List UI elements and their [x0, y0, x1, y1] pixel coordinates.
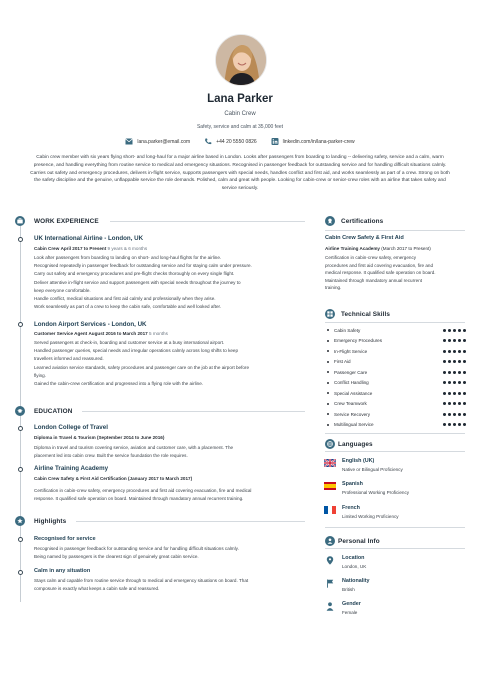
- certification-name: Cabin Crew Safety & First Aid: [325, 235, 404, 241]
- personal-info-value: British: [342, 587, 355, 592]
- rating-dot: [443, 350, 446, 353]
- rating-dot: [448, 413, 451, 416]
- rating-dot: [443, 339, 446, 342]
- skill-rating: [443, 360, 466, 363]
- certification-description: [325, 254, 467, 292]
- skill-rating: [443, 371, 466, 374]
- description-line: Gained the cabin-crew certification and progressed into a flying role with the airline.: [34, 381, 204, 387]
- rating-dot: [463, 392, 466, 395]
- bullet-icon: [327, 424, 329, 426]
- education-description: [34, 487, 314, 503]
- job-employer: UK International Airline - London, UK: [34, 235, 144, 242]
- language-name: English (UK): [342, 458, 375, 464]
- job-meta: [34, 246, 147, 251]
- description-line: Recognised repeatedly in passenger feedback for outstanding service and for staying calm under pressure.: [34, 263, 252, 269]
- rating-dot: [458, 381, 461, 384]
- skill-name: First Aid: [334, 359, 351, 365]
- flag-icon: [326, 579, 334, 588]
- phone-icon: [204, 138, 212, 145]
- contact-bar: [0, 138, 480, 145]
- skill-name: Special Assistance: [334, 390, 373, 396]
- rating-dot: [453, 350, 456, 353]
- skill-item: [326, 336, 466, 347]
- rating-dot: [458, 360, 461, 363]
- personal-info-value: Female: [342, 610, 358, 615]
- skill-item: [326, 409, 466, 420]
- bullet-icon: [327, 340, 329, 342]
- school-name: London College of Travel: [34, 424, 108, 431]
- skill-item: [326, 420, 466, 431]
- rating-dot: [463, 423, 466, 426]
- description-line: Diploma in travel and tourism covering service, aviation and customer care, with a placement. The: [34, 445, 234, 450]
- rating-dot: [448, 423, 451, 426]
- rating-dot: [453, 339, 456, 342]
- rating-dot: [458, 329, 461, 332]
- rating-dot: [458, 392, 461, 395]
- section-divider: [325, 548, 465, 549]
- skill-rating: [443, 350, 466, 353]
- description-line: travellers informed and reassured.: [34, 356, 104, 362]
- skill-rating: [443, 381, 466, 384]
- rating-dot: [453, 402, 456, 405]
- personal-info-label: Gender: [342, 601, 361, 607]
- description-line: Certification in cabin-crew safety, emergency procedures and first aid covering evacuation, fire and medical: [34, 488, 252, 493]
- bullet-icon: [327, 350, 329, 352]
- language-level: Limited Working Proficiency: [342, 514, 399, 519]
- job-employer: London Airport Services - London, UK: [34, 321, 147, 328]
- rating-dot: [448, 329, 451, 332]
- section-divider: [325, 433, 465, 434]
- job-role: Cabin Crew: [34, 246, 60, 251]
- rating-dot: [463, 350, 466, 353]
- description-line: Handle conflict, medical situations and first aid calmly and professionally when they arise.: [34, 296, 216, 302]
- phone-text: +44 20 5550 0826: [216, 138, 257, 145]
- section-heading-languages: Languages: [338, 441, 373, 448]
- location-pin-icon: [326, 556, 334, 565]
- rating-dot: [463, 339, 466, 342]
- degree: Diploma in Travel & Tourism (September 2014 to June 2016): [34, 435, 165, 440]
- skill-item: [326, 378, 466, 389]
- section-divider: [325, 230, 465, 231]
- rating-dot: [463, 402, 466, 405]
- skill-item: [326, 325, 466, 336]
- candidate-name: Lana Parker: [207, 93, 273, 105]
- rating-dot: [443, 423, 446, 426]
- job-duration: 9 years & 6 months: [107, 246, 148, 251]
- tagline: Safety, service and calm at 35,000 feet: [196, 124, 284, 130]
- rating-dot: [458, 339, 461, 342]
- timeline-dot: [18, 426, 23, 431]
- rating-dot: [453, 381, 456, 384]
- school-name: Airline Training Academy: [34, 465, 109, 472]
- skill-name: Crew Teamwork: [334, 401, 367, 407]
- job-meta: [34, 331, 168, 336]
- rating-dot: [458, 350, 461, 353]
- description-line: Certification in cabin-crew safety, emergency: [325, 255, 417, 260]
- description-line: Stays calm and capable from routine service through to medical and emergency situations on board. That: [34, 578, 249, 583]
- skill-name: Conflict Handling: [334, 380, 369, 386]
- language-level: Native or Bilingual Proficiency: [342, 467, 403, 472]
- contact-phone[interactable]: [204, 138, 256, 145]
- email-text: lana.parker@email.com: [137, 138, 191, 145]
- rating-dot: [443, 371, 446, 374]
- rating-dot: [443, 360, 446, 363]
- skill-item: [326, 357, 466, 368]
- job-dates: April 2017 to Present: [60, 246, 107, 251]
- rating-dot: [443, 381, 446, 384]
- rating-dot: [448, 371, 451, 374]
- email-icon: [125, 138, 133, 145]
- rating-dot: [463, 360, 466, 363]
- skill-item: [326, 399, 466, 410]
- language-name: French: [342, 505, 360, 511]
- skill-rating: [443, 329, 466, 332]
- description-line: flying.: [34, 372, 47, 378]
- rating-dot: [448, 339, 451, 342]
- skills-icon: [325, 309, 335, 319]
- certification-issuer: Airline Training Academy: [325, 246, 380, 251]
- description-line: Served passengers at check-in, boarding and customer service at a busy international airport.: [34, 340, 225, 345]
- rating-dot: [458, 402, 461, 405]
- france-flag-icon: [324, 506, 336, 514]
- bullet-icon: [327, 329, 329, 331]
- skill-item: [326, 367, 466, 378]
- rating-dot: [443, 413, 446, 416]
- skill-rating: [443, 423, 466, 426]
- section-divider: [110, 221, 305, 222]
- bullet-icon: [327, 403, 329, 405]
- rating-dot: [443, 392, 446, 395]
- rating-dot: [463, 371, 466, 374]
- rating-dot: [453, 360, 456, 363]
- personal-info-label: Nationality: [342, 578, 370, 584]
- linkedin-icon: [271, 138, 279, 145]
- person-icon: [326, 602, 334, 611]
- job-description: [34, 339, 314, 388]
- certification-dates: (March 2017 to Present): [381, 246, 431, 251]
- description-line: Carry out safety and emergency procedures and pre-flight checks thoroughly on every single flight.: [34, 271, 235, 277]
- highlight-description: [34, 545, 314, 561]
- timeline-dot: [18, 467, 23, 472]
- graduation-cap-icon: [15, 406, 25, 416]
- section-heading-experience: WORK EXPERIENCE: [34, 218, 99, 225]
- description-line: Handled passenger queries, special needs and irregular operations calmly across long shifts to keep: [34, 348, 239, 354]
- rating-dot: [443, 329, 446, 332]
- rating-dot: [448, 350, 451, 353]
- rating-dot: [448, 381, 451, 384]
- skill-rating: [443, 339, 466, 342]
- rating-dot: [463, 329, 466, 332]
- education-description: [34, 444, 314, 460]
- person-info-icon: [325, 536, 335, 546]
- briefcase-icon: [15, 216, 25, 226]
- rating-dot: [448, 392, 451, 395]
- rating-dot: [453, 371, 456, 374]
- job-duration: 5 months: [148, 331, 168, 336]
- linkedin-text: linkedin.com/in/lana-parker-crew: [282, 138, 355, 145]
- personal-info-label: Location: [342, 555, 365, 561]
- rating-dot: [463, 413, 466, 416]
- job-title: Cabin Crew: [224, 111, 256, 117]
- timeline-dot: [18, 570, 23, 575]
- language-name: Spanish: [342, 481, 363, 487]
- highlight-title: Recognised for service: [34, 536, 96, 542]
- spain-flag-icon: [324, 482, 336, 490]
- skill-name: Emergency Procedures: [334, 338, 383, 344]
- rating-dot: [453, 392, 456, 395]
- bullet-icon: [327, 371, 329, 373]
- section-divider: [325, 451, 465, 452]
- contact-linkedin[interactable]: [271, 138, 355, 145]
- skill-name: Passenger Care: [334, 369, 368, 375]
- profile-summary: Cabin crew member with six years flying short- and long-haul for a major airline based in London. Looks after passengers from boarding to landing -- delivering safety, service and a calm, warm presence, and handling everything from routine service to medical and emergency situations. Recognised in passenger feedback for outstanding service and for handling difficult situations calmly. Carries out safety and emergency procedures, delivers in-flight service, supports passengers with special needs, handles conflict and first aid, and works seamlessly as part of a crew. Strong on both the safety discipline and the genuine, unflappable service the role demands. Polished, calm and great with people. Looking for cabin-crew or senior-crew roles with an airline that takes safety and service seriously.: [30, 155, 450, 192]
- description-line: training.: [325, 285, 342, 291]
- section-heading-skills: Technical Skills: [341, 311, 391, 318]
- section-divider: [82, 411, 305, 412]
- rating-dot: [448, 360, 451, 363]
- skill-rating: [443, 413, 466, 416]
- section-heading-education: EDUCATION: [34, 408, 73, 415]
- description-line: Look after passengers from boarding to landing on short- and long-haul flights for the airline.: [34, 255, 222, 260]
- section-divider: [325, 527, 465, 528]
- avatar: [215, 34, 267, 86]
- skill-name: Cabin Safety: [334, 327, 361, 333]
- description-line: Deliver attentive in-flight service and support passengers with special needs throughout the journey to: [34, 279, 241, 285]
- globe-icon: [325, 439, 335, 449]
- skill-name: Multilingual Service: [334, 422, 374, 428]
- rating-dot: [458, 371, 461, 374]
- timeline-dot: [18, 237, 23, 242]
- job-dates: August 2016 to March 2017: [88, 331, 148, 336]
- certification-issuer-line: [325, 246, 431, 251]
- description-line: Learned aviation service standards, safety procedures and passenger care on the job at the airport before: [34, 364, 250, 370]
- description-line: keep everyone comfortable.: [34, 287, 91, 293]
- rating-dot: [463, 381, 466, 384]
- description-line: placement led into cabin crew. Built the service foundation the role requires.: [34, 453, 188, 459]
- personal-info-value: London, UK: [342, 564, 367, 569]
- description-line: response. It qualified safe operation on board. Maintained through mandatory annual recurrent training.: [34, 496, 244, 502]
- language-level: Professional Working Proficiency: [342, 490, 410, 495]
- rating-dot: [448, 402, 451, 405]
- bullet-icon: [327, 361, 329, 363]
- job-role: Customer Service Agent: [34, 331, 88, 336]
- certificate-icon: [325, 216, 335, 226]
- description-line: Recognised in passenger feedback for outstanding service and for handling difficult situations calmly.: [34, 546, 239, 551]
- timeline-dot: [18, 537, 23, 542]
- bullet-icon: [327, 413, 329, 415]
- description-line: composure is exactly what keeps a cabin safe and reassured.: [34, 586, 160, 592]
- rating-dot: [453, 423, 456, 426]
- rating-dot: [458, 423, 461, 426]
- skill-rating: [443, 402, 466, 405]
- rating-dot: [458, 413, 461, 416]
- description-line: medical response. It qualified safe operation on board.: [325, 270, 436, 276]
- section-heading-certifications: Certifications: [341, 218, 384, 225]
- description-line: Being named by passengers is the clearest sign of genuinely great cabin service.: [34, 554, 199, 560]
- section-divider: [76, 521, 305, 522]
- degree: Cabin Crew Safety & First Aid Certification (January 2017 to March 2017): [34, 476, 193, 481]
- skill-rating: [443, 392, 466, 395]
- job-description: [34, 254, 314, 311]
- rating-dot: [443, 402, 446, 405]
- skill-name: In-Flight Service: [334, 348, 368, 354]
- star-icon: [15, 516, 25, 526]
- highlight-title: Calm in any situation: [34, 568, 91, 574]
- description-line: procedures and first aid covering evacuation, fire and: [325, 262, 434, 268]
- description-line: Work seamlessly as part of a crew to keep the cabin safe, comfortable and well looked after.: [34, 304, 222, 310]
- section-heading-highlights: Highlights: [34, 518, 67, 525]
- contact-email[interactable]: [125, 138, 190, 145]
- rating-dot: [453, 413, 456, 416]
- rating-dot: [453, 329, 456, 332]
- description-line: Maintained through mandatory annual recurrent: [325, 277, 423, 283]
- skill-name: Service Recovery: [334, 411, 370, 417]
- uk-flag-icon: [324, 459, 336, 467]
- section-heading-personal: Personal Info: [338, 538, 380, 545]
- bullet-icon: [327, 392, 329, 394]
- skill-item: [326, 388, 466, 399]
- highlight-description: [34, 577, 314, 593]
- bullet-icon: [327, 382, 329, 384]
- section-divider: [325, 322, 465, 323]
- skill-item: [326, 346, 466, 357]
- timeline-dot: [18, 322, 23, 327]
